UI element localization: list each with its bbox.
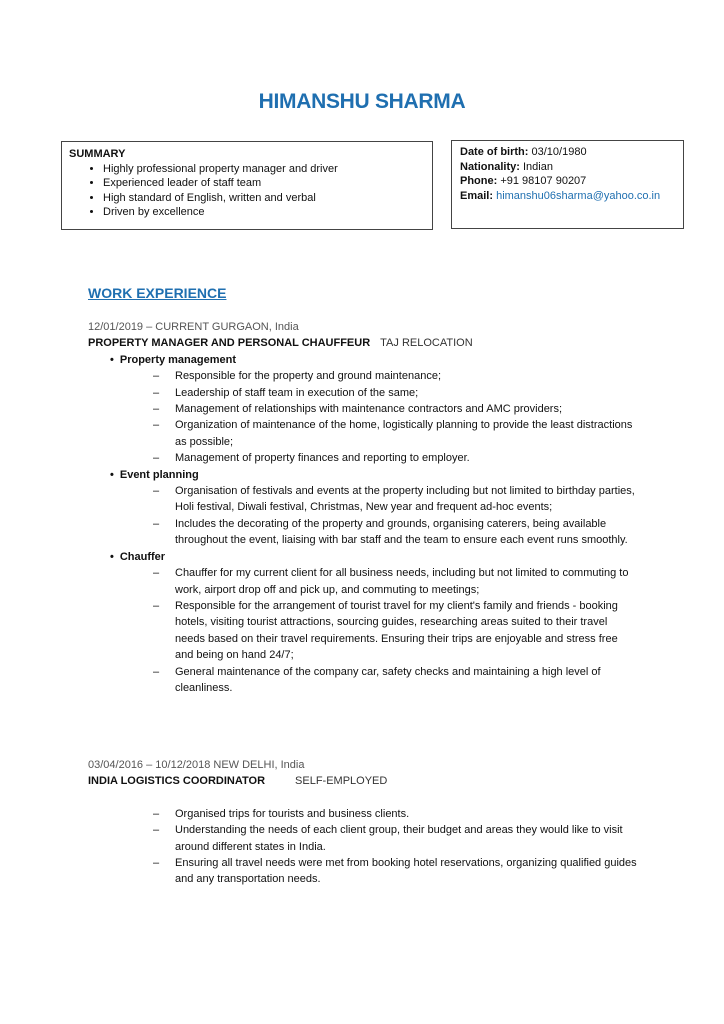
task-list xyxy=(88,806,648,888)
job-title-row xyxy=(88,773,648,789)
task-item: – Management of property finances and reporting to employer. xyxy=(88,450,648,466)
task-item: – Ensuring all travel needs were met from booking hotel reservations, organizing qualified guides and any transportation needs. xyxy=(88,855,648,888)
category-heading: • Event planning xyxy=(110,467,648,483)
job-dates: 03/04/2016 – 10/12/2018 NEW DELHI, India xyxy=(88,759,305,771)
task-item: – Organisation of festivals and events at the property including but not limited to birthday parties, Holi festival, Diwali festival, Christmas, New year and frequent ad-hoc events; xyxy=(88,483,648,516)
category-heading: • Property management xyxy=(110,352,648,368)
work-experience-heading: WORK EXPERIENCE xyxy=(88,285,227,301)
phone-value: +91 98107 90207 xyxy=(500,175,587,187)
category-heading: • Chauffer xyxy=(110,549,648,565)
summary-item: • High standard of English, written and verbal xyxy=(103,191,425,206)
summary-list xyxy=(69,162,425,220)
phone-row xyxy=(460,174,675,189)
summary-item: • Driven by excellence xyxy=(103,205,425,220)
job-role: PROPERTY MANAGER AND PERSONAL CHAUFFEUR xyxy=(88,337,371,350)
summary-item: • Highly professional property manager and driver xyxy=(103,162,425,177)
job-company: SELF-EMPLOYED xyxy=(295,775,388,788)
task-item: – Chauffer for my current client for all business needs, including but not limited to commuting to work, airport drop off and pick up, and commuting to meetings; xyxy=(88,565,648,598)
candidate-name: HIMANSHU SHARMA xyxy=(258,90,466,113)
task-list xyxy=(88,483,648,549)
dob-label: Date of birth: xyxy=(460,146,529,158)
task-item: – Organization of maintenance of the home, logistically planning to provide the least distractions as possible; xyxy=(88,417,648,450)
task-list xyxy=(88,565,648,696)
task-item: – Responsible for the property and ground maintenance; xyxy=(88,368,648,384)
nationality-row xyxy=(460,160,675,175)
nationality-label: Nationality: xyxy=(460,160,520,173)
email-row xyxy=(460,189,675,204)
job-company: TAJ RELOCATION xyxy=(380,337,473,350)
dob-row xyxy=(460,145,675,160)
job-title-row xyxy=(88,335,648,351)
job-entry xyxy=(88,319,648,696)
task-item: – Leadership of staff team in execution of the same; xyxy=(88,385,648,401)
job-dates: 12/01/2019 – CURRENT GURGAON, India xyxy=(88,321,299,333)
job-role: INDIA LOGISTICS COORDINATOR xyxy=(88,775,266,788)
dob-value: 03/10/1980 xyxy=(531,146,587,158)
summary-item: • Experienced leader of staff team xyxy=(103,176,425,191)
nationality-value: Indian xyxy=(522,160,553,173)
personal-info-box xyxy=(451,140,684,229)
job-entry xyxy=(88,757,648,888)
task-item: – Responsible for the arrangement of tourist travel for my client's family and friends - booking hotels, visiting tourist attractions, sourcing guides, researching areas suited to their travel needs based on their travel requirements. Ensuring their trips are enjoyable and stress free and being on hand 24/7; xyxy=(88,598,648,664)
email-link[interactable]: himanshu06sharma@yahoo.co.in xyxy=(496,189,661,202)
phone-label: Phone: xyxy=(460,175,498,187)
task-item: – Organised trips for tourists and business clients. xyxy=(88,806,648,822)
task-item: – Management of relationships with maintenance contractors and AMC providers; xyxy=(88,401,648,417)
task-item: – Understanding the needs of each client group, their budget and areas they would like to visit around different states in India. xyxy=(88,822,648,855)
task-item: – General maintenance of the company car, safety checks and maintaining a high level of cleanliness. xyxy=(88,664,648,697)
task-item: – Includes the decorating of the property and grounds, organising caterers, being available throughout the event, liaising with bar staff and the team to ensure each event runs smoothly. xyxy=(88,516,648,549)
summary-box xyxy=(61,141,433,230)
email-label: Email: xyxy=(460,189,494,202)
task-list xyxy=(88,368,648,466)
summary-title: SUMMARY xyxy=(69,148,126,160)
